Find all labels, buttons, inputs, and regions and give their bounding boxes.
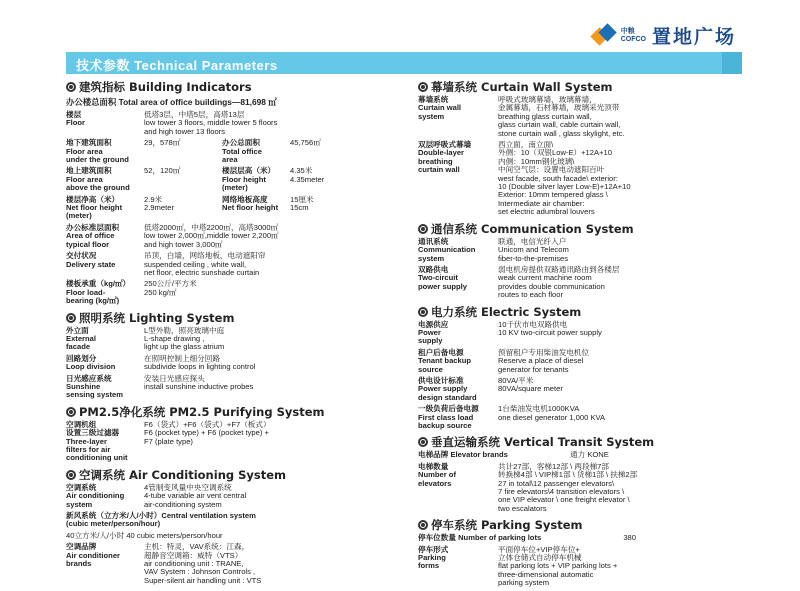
param-row (66, 224, 406, 249)
param-value: 平面停车位+VIP停车位+ 立体仓储式自动停车机械 flat parking lots + VIP parking lots + three-dimensional automatic parking system (498, 544, 618, 588)
section-parking (418, 518, 740, 532)
param-row (66, 139, 406, 164)
param-value: L型外勒，照亮玻璃中庭 L-shape drawing , light up the glass atrium (144, 325, 225, 352)
param-value: F6（袋式）+F6（袋式）+F7（板式） F6 (pocket type) + F6 (pocket type) + F7 (plate type) (144, 419, 271, 446)
section-building (66, 80, 406, 94)
param-row (418, 377, 740, 402)
logo-mark-en: COFCO (620, 35, 646, 43)
total-area-line: 办公楼总面积 Total area of office buildings—81,698 ㎡ (66, 97, 277, 107)
section-title: 垂直运输系统 Vertical Transit System (431, 435, 655, 450)
param-value: 2.9米 2.9meter (144, 194, 174, 213)
param-row (66, 355, 406, 372)
param-row (418, 266, 740, 300)
section-vertical-transit (418, 435, 740, 449)
param-value: 吊顶，白墙，网络地板，电动遮阳帘 suspended ceiling , white wall, net floor, electric sunshade curtain (144, 251, 266, 277)
banner-title: 技术参数 Technical Parameters (76, 58, 278, 73)
section-curtain-wall (418, 80, 740, 94)
param-label: 办公总面积 Total office area (222, 138, 262, 165)
bullet-icon (418, 437, 428, 447)
param-label: 供电设计标准 Power supply design standard (418, 375, 477, 402)
section-title: 空调系统 Air Conditioning System (79, 467, 287, 482)
param-value: 低塔3层，中塔5层，高塔13层 low tower 3 floors, middle tower 5 floors and high tower 13 floors (144, 110, 278, 136)
project-name: 置地广场 (651, 26, 736, 48)
param-value: 通力 KONE (570, 450, 609, 460)
section-air-conditioning (66, 468, 406, 482)
param-label: 楼层 Floor (66, 110, 85, 128)
param-label: 日光感应系统 Sunshine sensing system (66, 373, 123, 400)
parking-count-line (418, 534, 740, 542)
elevator-brand-line (418, 451, 740, 459)
param-value: 1台柴油发电机1000KVA one diesel generator 1,000 KVA (498, 404, 606, 422)
param-label: 楼板承重（kg/㎡） Floor load- bearing (kg/㎡) (66, 279, 131, 306)
param-label: 幕墙系统 Curtain wall system (418, 95, 462, 121)
param-row (66, 375, 406, 400)
param-value: 29，578㎡ (144, 138, 181, 148)
param-row (418, 463, 740, 513)
cofco-logo-icon (593, 24, 617, 48)
param-value: 低塔2000㎡，中塔2200㎡，高塔3000㎡ low tower 2,000㎡,middle tower 2,200㎡ and high tower 3,000㎡ (144, 222, 279, 249)
param-label: 回路划分 Loop division (66, 353, 116, 372)
bullet-icon (66, 82, 76, 92)
param-row (66, 543, 406, 585)
bullet-icon (66, 407, 76, 417)
param-label: 办公标准层面积 Area of office typical floor (66, 222, 120, 249)
param-label: 电源供应 Power supply (418, 319, 449, 346)
param-label: 空调系统 Air conditioning system (66, 482, 125, 509)
param-value: 在照明控制上细分回路 subdivide loops in lighting control (144, 353, 256, 372)
param-value: 380 (623, 533, 636, 543)
param-label: 通讯系统 Communication system (418, 236, 476, 263)
param-label: 楼层层高（米） Floor height (meter) (222, 166, 276, 193)
param-row (66, 327, 406, 352)
param-value: 52，120㎡ (144, 166, 181, 176)
param-value: 弱电机房提供双路通讯路由到各楼层 weak current machine room provides double communication routes to each floor (498, 264, 620, 300)
param-label: 外立面 External facade (66, 325, 96, 352)
param-row (66, 280, 406, 305)
param-row (418, 96, 740, 138)
section-lighting (66, 311, 406, 325)
param-label: 租户后备电源 Tenant backup source (418, 347, 472, 374)
param-label: 一级负荷后备电源 First class load backup source (418, 404, 479, 430)
section-title: 幕墙系统 Curtain Wall System (431, 80, 613, 94)
param-row (66, 252, 406, 277)
param-label: 空调机组 设置三级过滤器 Three-layer filters for air conditioning unit (66, 419, 128, 463)
left-column (66, 80, 406, 588)
banner-decoration (722, 52, 742, 74)
section-communication (418, 222, 740, 236)
param-label: 停车位数量 Number of parking lots (418, 533, 542, 543)
section-title: PM2.5净化系统 PM2.5 Purifying System (79, 404, 325, 419)
param-label: 停车形式 Parking forms (418, 544, 449, 571)
param-label: 双层呼吸式幕墙 Double-layer breathing curtain wall (418, 140, 472, 175)
bullet-icon (418, 520, 428, 530)
param-row (66, 196, 406, 221)
param-value: 共计27部，客梯12部 \ 两段梯7部 转换梯4部 \ VIP梯1部 \ 货梯1部 \ 扶梯2部 27 in total\12 passenger elevators\ 7 fire elevators\4 transition elevators \ one VIP elevator \ one freight elevator \ two escalators (498, 461, 638, 513)
param-label: 电梯品牌 Elevator brands (418, 450, 508, 460)
param-label: 双路供电 Two-circuit power supply (418, 264, 467, 291)
param-row (418, 321, 740, 346)
right-column (418, 80, 740, 591)
param-value: 呼吸式玻璃幕墙，玻璃幕墙， 金属幕墙，石材幕墙，玻璃采光顶带 breathing glass curtain wall, glass curtain wall, cable curtain wall, stone curtain wall , glass skylight, etc. (498, 95, 625, 138)
param-value: 主机：特灵，VAV系统：江森， 超静音空调箱：威特（VTS） air conditioning unit : TRANE, VAV System : Johnson Controls , Super-silent air handling unit : VTS (144, 542, 262, 585)
section-title: 通信系统 Communication System (431, 221, 634, 236)
param-value: 西立面，南立面\ 外侧：10（双银Low-E）+12A+10 内侧：10mm钢化玻璃\ 中间空气层：设置电动遮阳百叶 west facade, south facade\ exterior: 10 (Double silver layer Low-E)+12A+10 Exterior: 10mm tempered glass \ Intermediate air chamber: set electric adumbral louvers (498, 140, 631, 217)
param-label: 空调品牌 Air conditioner brands (66, 542, 121, 569)
param-label: 网络地板高度 Net floor height (222, 194, 279, 213)
section-title: 建筑指标 Building Indicators (79, 80, 252, 94)
param-value: 45,756㎡ (290, 138, 321, 148)
fresh-air-line: 新风系统（立方米/人/小时）Central ventilation system (cubic meter/person/hour) (66, 511, 256, 529)
param-value: 250公斤/平方米 250 kg/㎡ (144, 279, 197, 297)
param-row (66, 111, 406, 136)
param-row (418, 141, 740, 217)
param-label: 交付状况 Delivery state (66, 251, 116, 269)
param-row (66, 167, 406, 192)
param-value: 10千伏市电双路供电 10 KV two-circuit power supply (498, 319, 602, 337)
param-row (418, 349, 740, 374)
section-title: 电力系统 Electric System (431, 304, 582, 319)
bullet-icon (66, 470, 76, 480)
bullet-icon (66, 313, 76, 323)
param-value: 联通，电信光纤入户 Unicom and Telecom fiber-to-the-premises (498, 236, 569, 263)
param-label: 楼层净高（米） Net floor height (meter) (66, 194, 123, 221)
param-label: 电梯数量 Number of elevators (418, 461, 456, 488)
param-row (418, 238, 740, 263)
technical-parameters-sheet (50, 0, 750, 588)
param-value: 80VA/平米 80VA/square meter (498, 375, 563, 394)
param-value: 4.35米 4.35meter (290, 166, 325, 184)
section-electric (418, 305, 740, 319)
cofco-logo (593, 22, 736, 49)
param-row (418, 405, 740, 430)
param-row (66, 484, 406, 509)
param-label: 地下建筑面积 Floor area under the ground (66, 138, 129, 165)
param-label: 地上建筑面积 Floor area above the ground (66, 166, 130, 193)
param-row (418, 546, 740, 588)
section-title: 停车系统 Parking System (431, 518, 583, 533)
section-title: 照明系统 Lighting System (79, 310, 235, 325)
param-value: 15厘米 15cm (290, 194, 314, 213)
bullet-icon (418, 224, 428, 234)
section-banner (66, 52, 742, 74)
param-value: 安装日光感应探头 install sunshine inductive probes (144, 373, 254, 391)
fresh-air-value: 40立方米/人/小时 40 cubic meters/person/hour (66, 530, 223, 540)
bullet-icon (418, 307, 428, 317)
section-pm25 (66, 405, 406, 419)
param-row (66, 421, 406, 463)
bullet-icon (418, 82, 428, 92)
param-value: 预留租户专用柴油发电机位 Reserve a place of diesel generator for tenants (498, 347, 590, 374)
param-value: 4管制变风量中央空调系统 4-tube variable air vent central air-conditioning system (144, 482, 247, 509)
logo-mark-cn: 中粮 (620, 27, 635, 35)
